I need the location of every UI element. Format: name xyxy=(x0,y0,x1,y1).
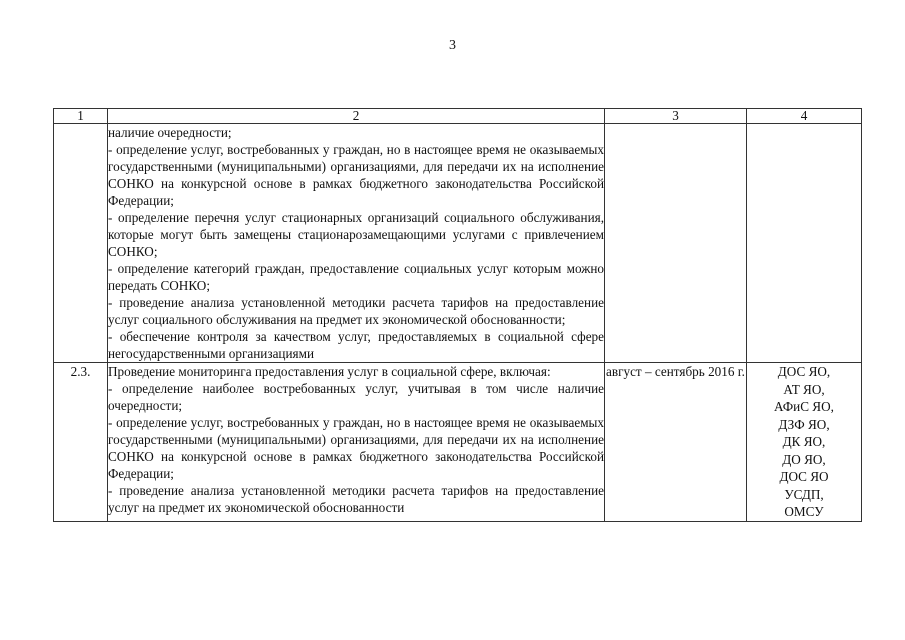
executor-item: АФиС ЯО, xyxy=(774,399,834,414)
page-number: 3 xyxy=(449,38,456,53)
row-number: 2.3. xyxy=(54,363,108,522)
row-number xyxy=(54,124,108,363)
activity-line: - определение услуг, востребованных у граждан, но в настоящее время не оказываемых государственными (муниципальными) организациями, для передачи их на исполнение СОНКО на конкурсной основе в рамках бюджетного законодательства Российской Федерации; xyxy=(108,415,604,481)
executors-cell xyxy=(747,363,862,522)
column-header-2: 2 xyxy=(108,109,605,124)
plan-table xyxy=(53,108,862,522)
executors-cell xyxy=(747,124,862,363)
activity-description xyxy=(108,363,605,522)
executor-item: ДОС ЯО, xyxy=(777,364,831,379)
executor-item: УСДП, xyxy=(784,486,824,502)
execution-period: август – сентябрь 2016 г. xyxy=(605,363,747,522)
table-header-row xyxy=(54,109,862,124)
activity-line: Проведение мониторинга предоставления услуг в социальной сфере, включая: xyxy=(108,364,551,379)
executor-item: АТ ЯО, xyxy=(783,381,825,397)
activity-line: - определение услуг, востребованных у граждан, но в настоящее время не оказываемых государственными (муниципальными) организациями, для передачи их на исполнение СОНКО на конкурсной основе в рамках бюджетного законодательства Российской Федерации; xyxy=(108,142,604,208)
executor-item: ДК ЯО, xyxy=(782,434,826,449)
activity-line: - проведение анализа установленной методики расчета тарифов на предоставление услуг социального обслуживания на предмет их экономической обоснованности; xyxy=(108,295,604,327)
activity-line: - определение категорий граждан, предоставление социальных услуг которым можно передать СОНКО; xyxy=(108,261,604,293)
activity-line: - обеспечение контроля за качеством услуг, предоставляемых в социальной сфере негосударственными организациями xyxy=(108,329,604,361)
activity-line: - определение наиболее востребованных услуг, учитывая в том числе наличие очередности; xyxy=(108,381,604,413)
activity-line: наличие очередности; xyxy=(108,125,232,140)
execution-period xyxy=(605,124,747,363)
activity-line: - проведение анализа установленной методики расчета тарифов на предоставление услуг на предмет их экономической обоснованности xyxy=(108,483,604,515)
column-header-1: 1 xyxy=(54,109,108,124)
executor-item: ДО ЯО, xyxy=(782,451,826,467)
table-row xyxy=(54,124,862,363)
table-row xyxy=(54,363,862,522)
column-header-4: 4 xyxy=(747,109,862,124)
executor-item: ДЗФ ЯО, xyxy=(778,416,830,432)
column-header-3: 3 xyxy=(605,109,747,124)
activity-description xyxy=(108,124,605,363)
executor-item: ОМСУ xyxy=(784,504,824,519)
executor-item: ДОС ЯО xyxy=(779,469,829,484)
activity-line: - определение перечня услуг стационарных организаций социального обслуживания, которые могут быть замещены стационарозамещающими услугами с привлечением СОНКО; xyxy=(108,210,604,259)
